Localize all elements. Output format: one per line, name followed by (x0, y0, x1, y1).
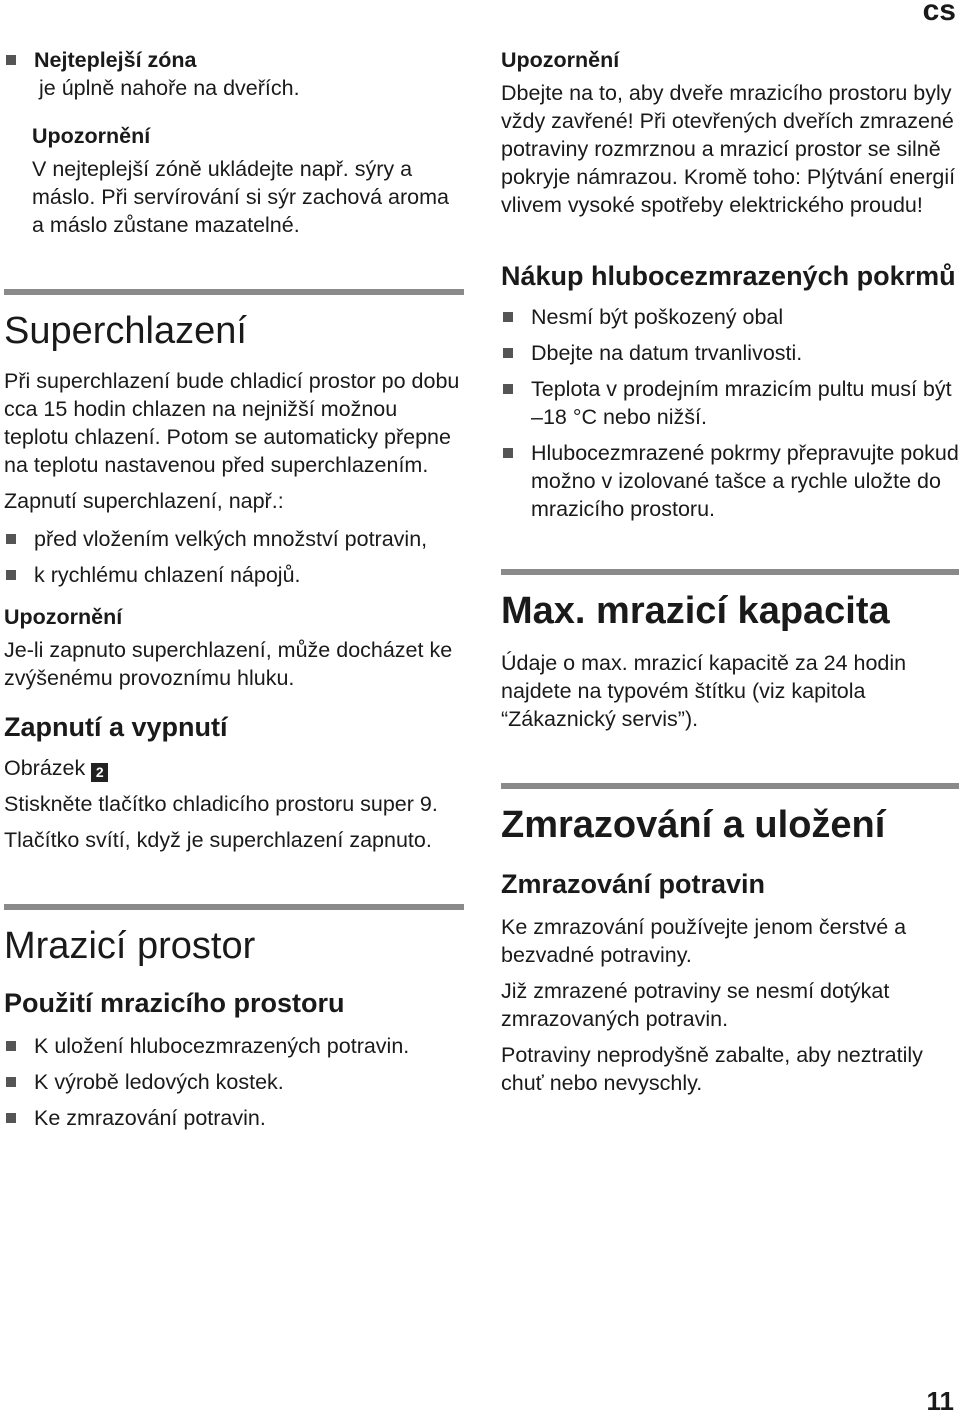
paragraph: Tlačítko svítí, když je superchlazení zapnuto. (4, 828, 432, 852)
left-column (4, 0, 464, 1132)
page-number: 11 (926, 1386, 954, 1416)
zone-list (4, 46, 464, 102)
list-item: Dbejte na datum trvanlivosti. (501, 339, 959, 367)
note-text: V nejteplejší zóně ukládejte např. sýry a máslo. Při servírování si sýr zachová aroma a máslo zůstane mazatelné. (32, 157, 449, 237)
right-column (501, 0, 959, 1097)
note-text: Dbejte na to, aby dveře mrazicího prostoru byly vždy zavřené! Při otevřených dveřích zmrazené potraviny rozmrznou a mrazicí prostor se silně pokryje námrazou. Kromě toho: Plýtvání energií vlivem vysoké spotřeby elektrického proudu! (501, 81, 956, 217)
paragraph: Zapnutí superchlazení, např.: (4, 489, 284, 513)
section-divider (501, 783, 959, 789)
figure-reference (4, 754, 464, 782)
section-divider (4, 904, 464, 910)
section-divider (501, 569, 959, 575)
figure-number-badge: 2 (91, 763, 108, 782)
list-item: K uložení hlubocezmrazených potravin. (4, 1032, 464, 1060)
list-item: Ke zmrazování potravin. (4, 1104, 464, 1132)
zone-title: Nejteplejší zóna (34, 48, 197, 72)
buy-list (501, 303, 959, 523)
list-item: K výrobě ledových kostek. (4, 1068, 464, 1096)
paragraph: Již zmrazené potraviny se nesmí dotýkat zmrazovaných potravin. (501, 979, 890, 1031)
list-item: Teplota v prodejním mrazicím pultu musí být –18 °C nebo nižší. (501, 375, 959, 431)
use-list (4, 1032, 464, 1132)
paragraph: Při superchlazení bude chladicí prostor po dobu cca 15 hodin chlazen na nejnižší možnou teplotu chlazení. Potom se automaticky přepne na teplotu nastavenou před superchlazením. (4, 369, 460, 477)
note-heading: Upozornění (501, 48, 620, 72)
note-text: Je-li zapnuto superchlazení, může docházet ke zvýšenému provoznímu hluku. (4, 638, 453, 690)
figure-label: Obrázek (4, 756, 86, 780)
section-title-superchlazeni: Superchlazení (4, 310, 247, 352)
super-list (4, 525, 464, 589)
list-item: před vložením velkých množství potravin, (4, 525, 464, 553)
section-title-mrazici-prostor: Mrazicí prostor (4, 925, 256, 967)
zone-text: je úplně nahoře na dveřích. (39, 76, 300, 100)
note-heading: Upozornění (32, 124, 151, 148)
section-divider (4, 289, 464, 295)
section-title-max-kapacita: Max. mrazicí kapacita (501, 590, 890, 632)
list-item: Nesmí být poškozený obal (501, 303, 959, 331)
language-code: cs (922, 0, 956, 27)
paragraph: Údaje o max. mrazicí kapacitě za 24 hodin najdete na typovém štítku (viz kapitola “Zákaznický servis”). (501, 651, 907, 731)
paragraph: Ke zmrazování používejte jenom čerstvé a bezvadné potraviny. (501, 915, 907, 967)
list-item: k rychlému chlazení nápojů. (4, 561, 464, 589)
list-item: Hlubocezmrazené pokrmy přepravujte pokud možno v izolované tašce a rychle uložte do mrazicího prostoru. (501, 439, 959, 523)
subsection-title-zapnuti: Zapnutí a vypnutí (4, 712, 228, 742)
subsection-title-pouziti: Použití mrazicího prostoru (4, 988, 345, 1018)
paragraph: Potraviny neprodyšně zabalte, aby neztratily chuť nebo nevyschly. (501, 1043, 923, 1095)
section-title-zmrazovani: Zmrazování a uložení (501, 804, 886, 846)
paragraph: Stiskněte tlačítko chladicího prostoru super 9. (4, 792, 438, 816)
list-item (4, 46, 464, 102)
subsection-title-nakup: Nákup hlubocezmrazených pokrmů (501, 261, 956, 291)
subsection-title-zmrazovani-potravin: Zmrazování potravin (501, 869, 766, 899)
note-heading: Upozornění (4, 605, 123, 629)
